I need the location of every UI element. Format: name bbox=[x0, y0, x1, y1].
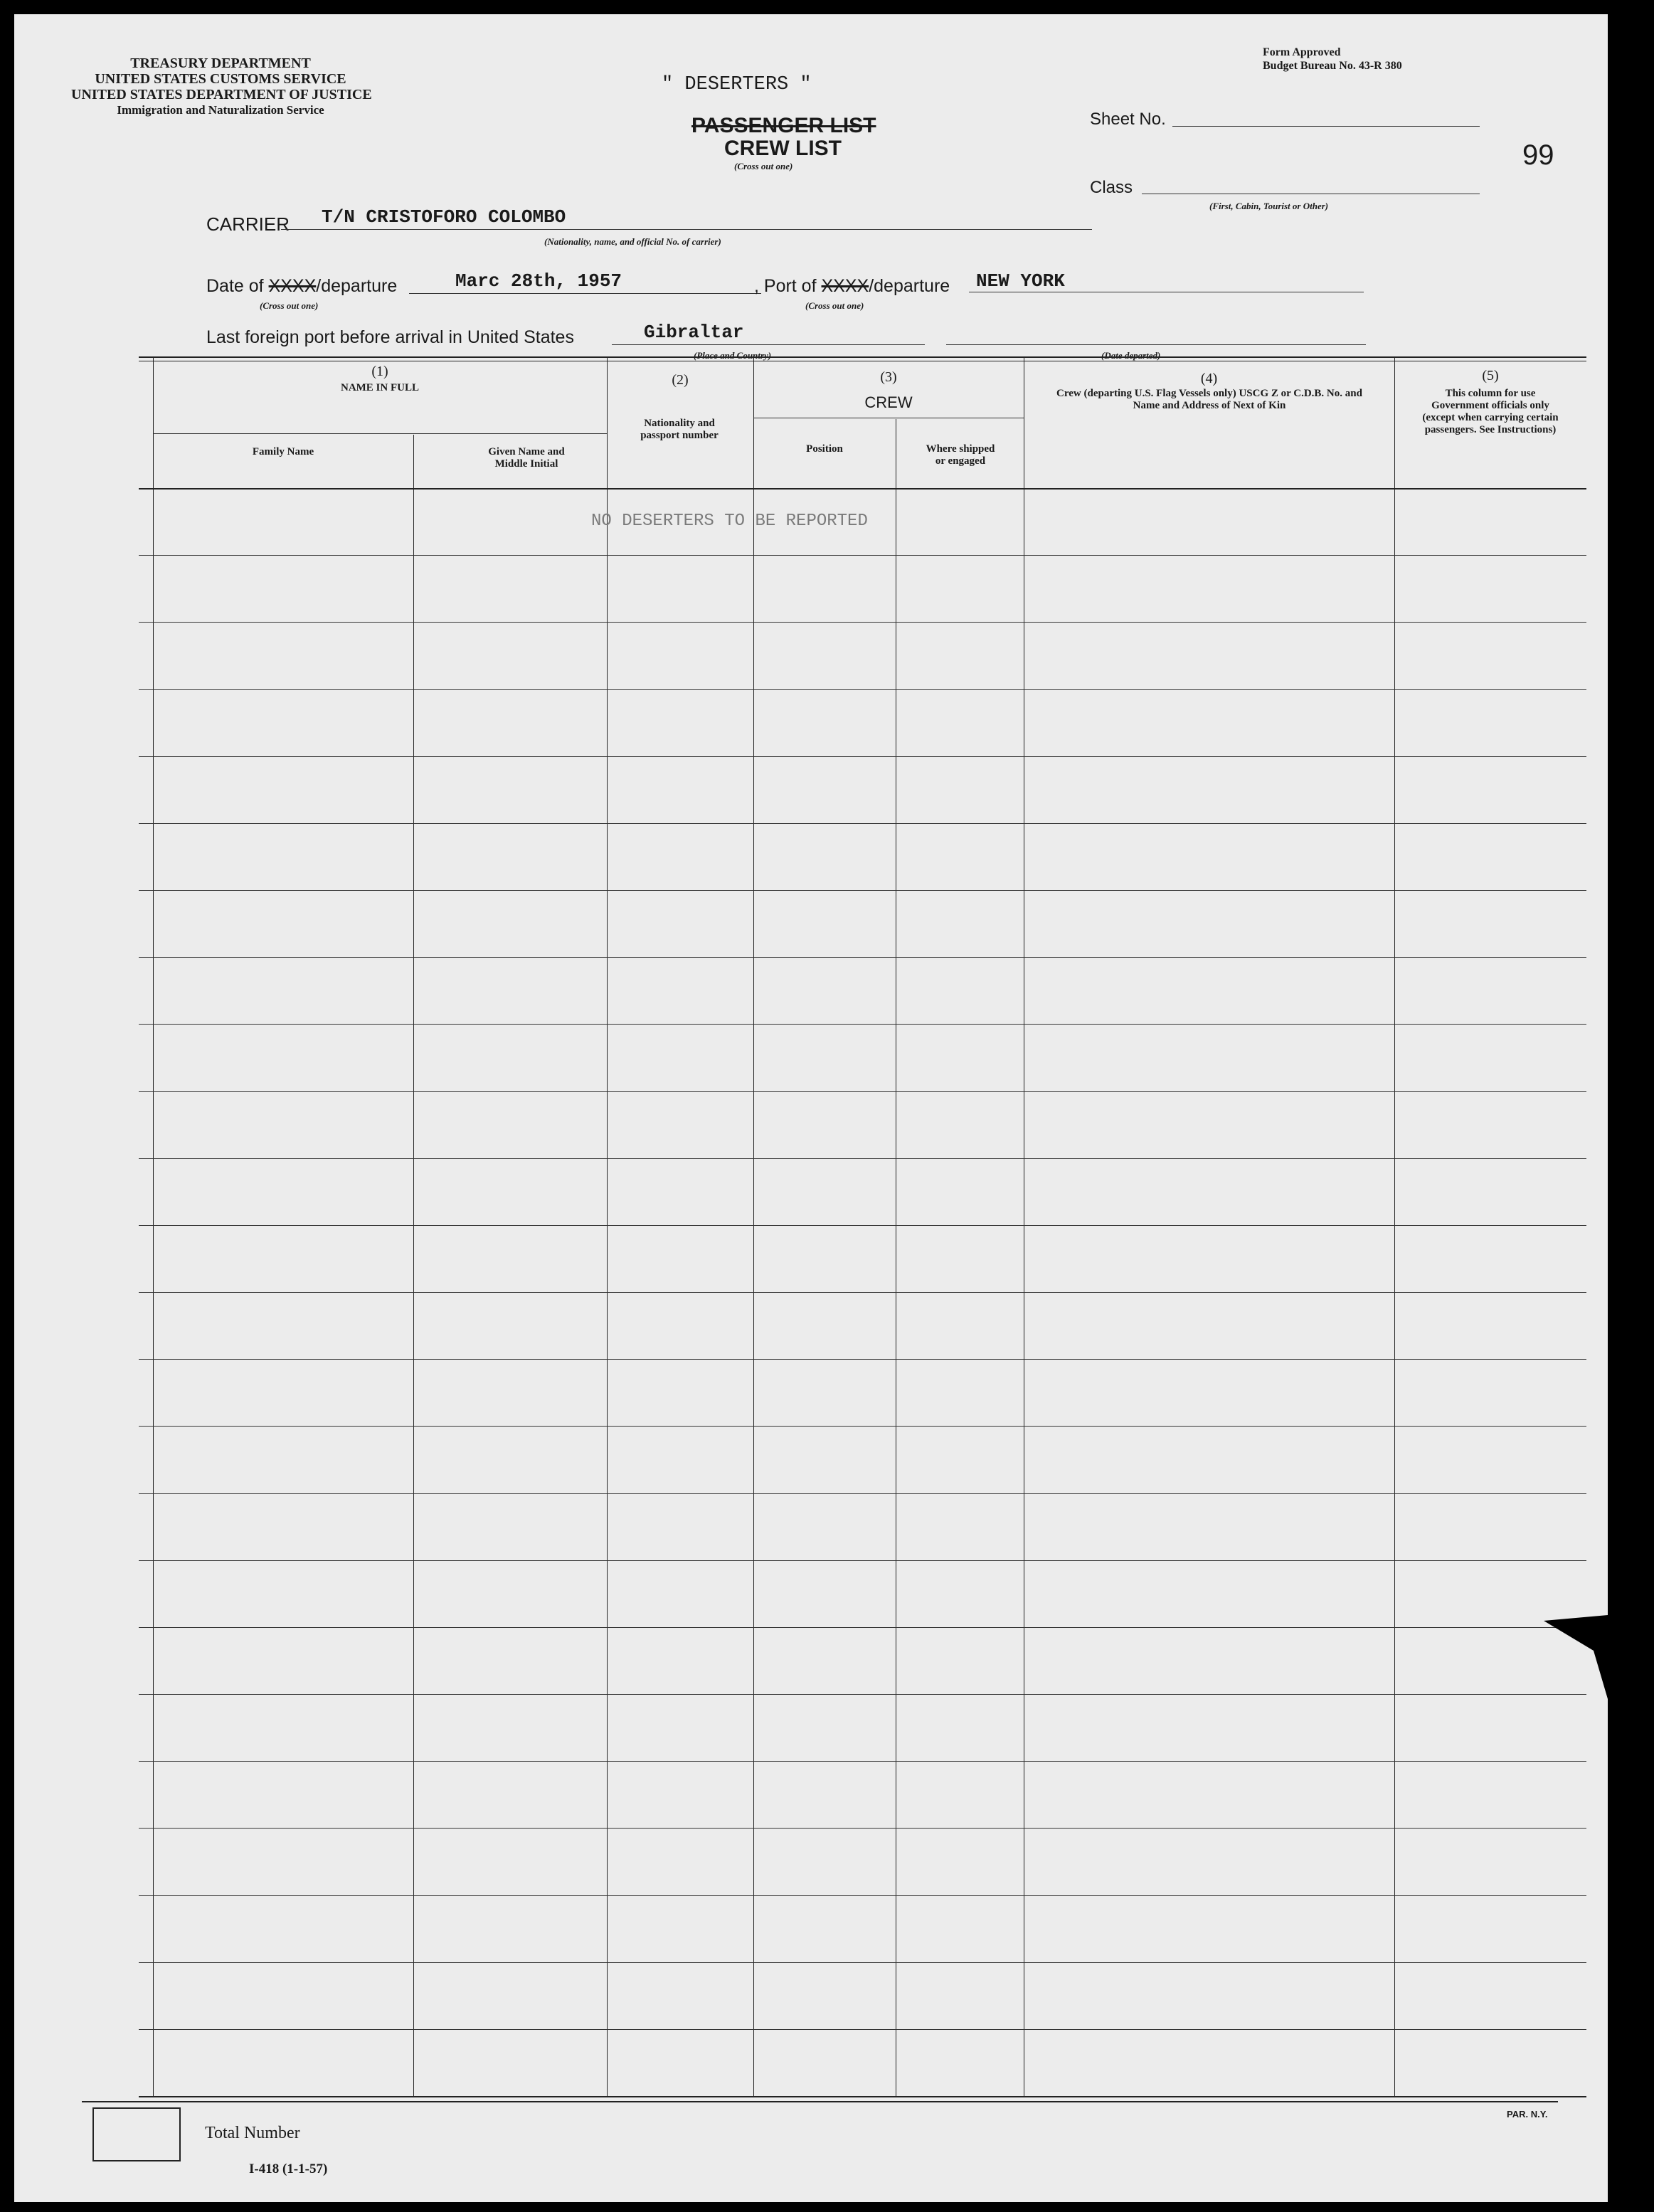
carrier-label: CARRIER bbox=[206, 213, 290, 235]
col5-title: This column for use Government officials only (except when carrying certain passengers. See Instructions) bbox=[1422, 388, 1559, 435]
table-row bbox=[139, 890, 1586, 891]
table-row bbox=[139, 756, 1586, 757]
carrier-line[interactable] bbox=[281, 229, 1092, 230]
date-label-suffix: /departure bbox=[316, 276, 398, 296]
date-line[interactable] bbox=[409, 293, 761, 294]
last-port-label: Last foreign port before arrival in United States bbox=[206, 327, 574, 347]
given-name-header: Given Name and Middle Initial bbox=[488, 446, 565, 470]
table-row bbox=[139, 1426, 1586, 1427]
table-row bbox=[139, 1694, 1586, 1695]
no-deserters-note: NO DESERTERS TO BE REPORTED bbox=[591, 512, 868, 531]
table-row bbox=[139, 1828, 1586, 1829]
last-port-caption: (Place and Country) bbox=[694, 350, 772, 361]
table-row bbox=[139, 1091, 1586, 1092]
form-approved bbox=[1263, 46, 1402, 73]
crew-list-title: CREW LIST bbox=[724, 137, 842, 160]
deserters-heading: " DESERTERS " bbox=[662, 74, 812, 95]
table-row bbox=[139, 1895, 1586, 1896]
col-border-nationality bbox=[753, 356, 754, 2096]
col4-title: Crew (departing U.S. Flag Vessels only) USCG Z or C.D.B. No. and Name and Address of Next of Kin bbox=[1056, 388, 1362, 411]
col-border-family bbox=[413, 435, 414, 2096]
torn-edge-mark bbox=[1544, 1608, 1608, 1700]
total-number-box[interactable] bbox=[92, 2107, 181, 2161]
date-struck-arrival: XXXX bbox=[268, 276, 317, 296]
table-row bbox=[139, 689, 1586, 690]
col1-number: (1) bbox=[371, 364, 388, 379]
table-row bbox=[139, 2029, 1586, 2030]
class-label: Class bbox=[1090, 178, 1133, 197]
passenger-list-struck: PASSENGER LIST bbox=[691, 114, 876, 137]
table-row bbox=[139, 1560, 1586, 1561]
col-border-kin bbox=[1394, 356, 1395, 2096]
form-approved-line-2: Budget Bureau No. 43-R 380 bbox=[1263, 60, 1402, 72]
table-row bbox=[139, 1292, 1586, 1293]
header-bottom-line bbox=[139, 488, 1586, 490]
table-row bbox=[139, 1627, 1586, 1628]
departure-date-value: Marc 28th, 1957 bbox=[455, 270, 622, 292]
table-top-border bbox=[139, 356, 1586, 358]
col3-title: CREW bbox=[864, 393, 913, 411]
agency-line-2: UNITED STATES CUSTOMS SERVICE bbox=[95, 71, 346, 87]
port-label-suffix: /departure bbox=[869, 276, 950, 296]
agency-block bbox=[71, 55, 370, 118]
table-row bbox=[139, 622, 1586, 623]
carrier-caption: (Nationality, name, and official No. of carrier) bbox=[544, 236, 721, 247]
port-label bbox=[754, 276, 950, 297]
form-number: I-418 (1-1-57) bbox=[249, 2161, 328, 2176]
table-row bbox=[139, 555, 1586, 556]
date-caption: (Cross out one) bbox=[260, 300, 319, 311]
form-approved-line-1: Form Approved bbox=[1263, 46, 1341, 58]
date-departed-caption: (Date departed) bbox=[1101, 350, 1161, 361]
col2-number: (2) bbox=[672, 372, 689, 388]
departure-port-value: NEW YORK bbox=[976, 270, 1065, 292]
carrier-value: T/N CRISTOFORO COLOMBO bbox=[322, 206, 566, 228]
table-row bbox=[139, 1024, 1586, 1025]
last-port-value: Gibraltar bbox=[644, 322, 744, 343]
col4-number: (4) bbox=[1200, 371, 1218, 386]
table-row bbox=[139, 957, 1586, 958]
sheet-no-line[interactable] bbox=[1172, 126, 1480, 127]
date-label-prefix: Date of bbox=[206, 276, 264, 296]
last-port-line[interactable] bbox=[612, 344, 925, 345]
col-border-left bbox=[153, 356, 154, 2096]
port-struck-arrival: XXXX bbox=[821, 276, 869, 296]
agency-line-4: Immigration and Naturalization Service bbox=[117, 103, 324, 117]
family-name-header: Family Name bbox=[252, 446, 314, 457]
table-row bbox=[139, 823, 1586, 824]
table-row bbox=[139, 1493, 1586, 1494]
table-row bbox=[139, 1359, 1586, 1360]
class-caption: (First, Cabin, Tourist or Other) bbox=[1209, 201, 1329, 211]
table-row bbox=[139, 1225, 1586, 1226]
table-row bbox=[139, 1962, 1586, 1963]
sheet-number: 99 bbox=[1522, 139, 1554, 171]
position-header: Position bbox=[806, 443, 843, 455]
agency-line-1: TREASURY DEPARTMENT bbox=[130, 55, 311, 71]
table-row bbox=[139, 1158, 1586, 1159]
col1-title: NAME IN FULL bbox=[340, 382, 419, 393]
where-shipped-header: Where shipped or engaged bbox=[926, 443, 995, 467]
title-cross-out-caption: (Cross out one) bbox=[734, 161, 793, 171]
col2-title: Nationality and passport number bbox=[640, 418, 719, 441]
table-row bbox=[139, 1761, 1586, 1762]
date-label bbox=[206, 276, 397, 297]
table-row bbox=[139, 2096, 1586, 2097]
total-number-label: Total Number bbox=[205, 2124, 300, 2142]
printer-mark: PAR. N.Y. bbox=[1507, 2109, 1548, 2120]
agency-line-3: UNITED STATES DEPARTMENT OF JUSTICE bbox=[71, 87, 372, 102]
col5-number: (5) bbox=[1482, 368, 1499, 383]
name-subheader-line bbox=[153, 433, 607, 434]
port-caption: (Cross out one) bbox=[805, 300, 864, 311]
col-border-given bbox=[607, 356, 608, 2096]
form-sheet bbox=[14, 14, 1608, 2202]
col3-number: (3) bbox=[880, 369, 897, 385]
date-departed-line[interactable] bbox=[946, 344, 1366, 345]
crew-list-table bbox=[139, 356, 1586, 2096]
footer-rule bbox=[82, 2101, 1558, 2102]
port-label-prefix: , Port of bbox=[754, 276, 817, 296]
sheet-no-label: Sheet No. bbox=[1090, 110, 1166, 129]
